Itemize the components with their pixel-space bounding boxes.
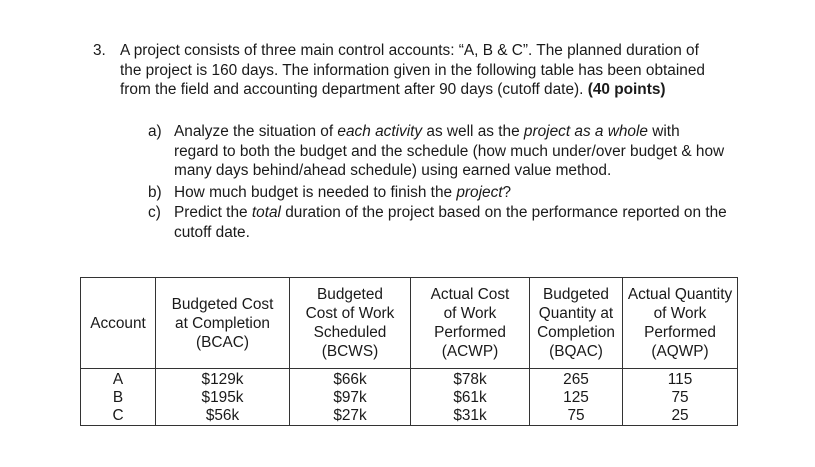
header-bqac-line: Budgeted: [543, 286, 609, 303]
header-bqac: [530, 278, 623, 369]
table-header-row: [81, 278, 738, 369]
cell-bqac: 75: [530, 407, 623, 426]
subquestion-c-line-1: [174, 203, 784, 223]
header-aqwp-line: Performed: [644, 324, 716, 341]
cell-acwp: $31k: [411, 407, 530, 426]
header-bcws: [290, 278, 411, 369]
cell-account: B: [81, 389, 156, 407]
header-aqwp: [623, 278, 738, 369]
question-line-1: A project consists of three main control accounts: “A, B & C”. The planned duration of: [120, 42, 699, 59]
cell-bqac: 125: [530, 389, 623, 407]
cell-bcws: $97k: [290, 389, 411, 407]
cell-acwp: $78k: [411, 369, 530, 390]
question-line-3: [120, 80, 770, 100]
subquestion-a-text-post: with: [647, 123, 680, 140]
subquestion-a-line-2: regard to both the budget and the schedule (how much under/over budget & how: [174, 142, 725, 160]
table-row: [81, 407, 738, 426]
subquestion-a-line-3: many days behind/ahead schedule) using earned value method.: [174, 162, 612, 179]
header-acwp-line: (ACWP): [441, 343, 499, 360]
question-line-2: the project is 160 days. The information given in the following table has been obtained: [120, 61, 705, 79]
table-row: [81, 369, 738, 390]
cell-bcac: $56k: [156, 407, 290, 426]
subquestion-c-text-post: duration of the project based on the performance reported on the: [280, 204, 727, 221]
header-bcac: [156, 278, 290, 369]
header-bcac-line: at Completion: [175, 314, 270, 332]
subquestion-a-text: Analyze the situation of: [174, 123, 338, 140]
header-account-line: Account: [90, 314, 146, 332]
cell-bcac: $195k: [156, 389, 290, 407]
subquestion-a-emphasis-activity: each activity: [337, 123, 423, 140]
subquestion-c-marker: c): [148, 204, 161, 221]
header-bcws-line: (BCWS): [321, 343, 379, 360]
cell-account: C: [81, 407, 156, 426]
control-accounts-table: [80, 277, 738, 426]
subquestion-b-marker: b): [148, 184, 162, 201]
subquestion-b-emphasis: project: [456, 184, 503, 201]
subquestion-c-emphasis: total: [251, 204, 281, 221]
cell-bcws: $27k: [290, 407, 411, 426]
header-aqwp-line: (AQWP): [651, 343, 709, 360]
question-text: [120, 41, 770, 100]
header-bcws-line: Budgeted: [317, 286, 383, 303]
header-aqwp-line: Actual Quantity: [627, 286, 733, 303]
cell-bcac: $129k: [156, 369, 290, 390]
header-bcws-line: Cost of Work: [305, 305, 395, 322]
cell-acwp: $61k: [411, 389, 530, 407]
header-acwp-line: Performed: [434, 324, 506, 341]
header-acwp-line: Actual Cost: [430, 286, 510, 303]
table-row: [81, 389, 738, 407]
header-bcac-line: (BCAC): [195, 333, 249, 351]
question-line-3-text: from the field and accounting department after 90 days (cutoff date).: [120, 81, 584, 98]
cell-bcws: $66k: [290, 369, 411, 390]
subquestion-a-emphasis-project: project as a whole: [523, 123, 648, 140]
cell-account: A: [81, 369, 156, 390]
header-bcws-line: Scheduled: [313, 324, 387, 341]
header-bqac-line: Completion: [537, 324, 615, 341]
header-account: [81, 278, 156, 369]
header-bqac-line: Quantity at: [538, 305, 614, 322]
header-acwp-line: of Work: [443, 305, 497, 322]
subquestion-b-text: How much budget is needed to finish the: [174, 184, 457, 201]
subquestion-b-text-post: ?: [502, 184, 512, 201]
question-points: (40 points): [587, 81, 666, 98]
cell-bqac: 265: [530, 369, 623, 390]
subquestion-c-text: Predict the: [174, 204, 252, 221]
subquestion-b-line-1: [174, 183, 784, 203]
subquestion-a-marker: a): [148, 123, 162, 140]
subquestion-c-line-2: cutoff date.: [174, 223, 250, 241]
subquestion-a-text-mid: as well as the: [422, 123, 524, 140]
cell-aqwp: 25: [623, 407, 738, 426]
cell-aqwp: 75: [623, 389, 738, 407]
question-number: 3.: [93, 42, 106, 59]
header-bqac-line: (BQAC): [549, 343, 603, 360]
header-acwp: [411, 278, 530, 369]
header-bcac-line: Budgeted Cost: [171, 295, 274, 313]
header-aqwp-line: of Work: [653, 305, 707, 322]
subquestion-a-line-1: [174, 122, 784, 142]
cell-aqwp: 115: [623, 369, 738, 390]
